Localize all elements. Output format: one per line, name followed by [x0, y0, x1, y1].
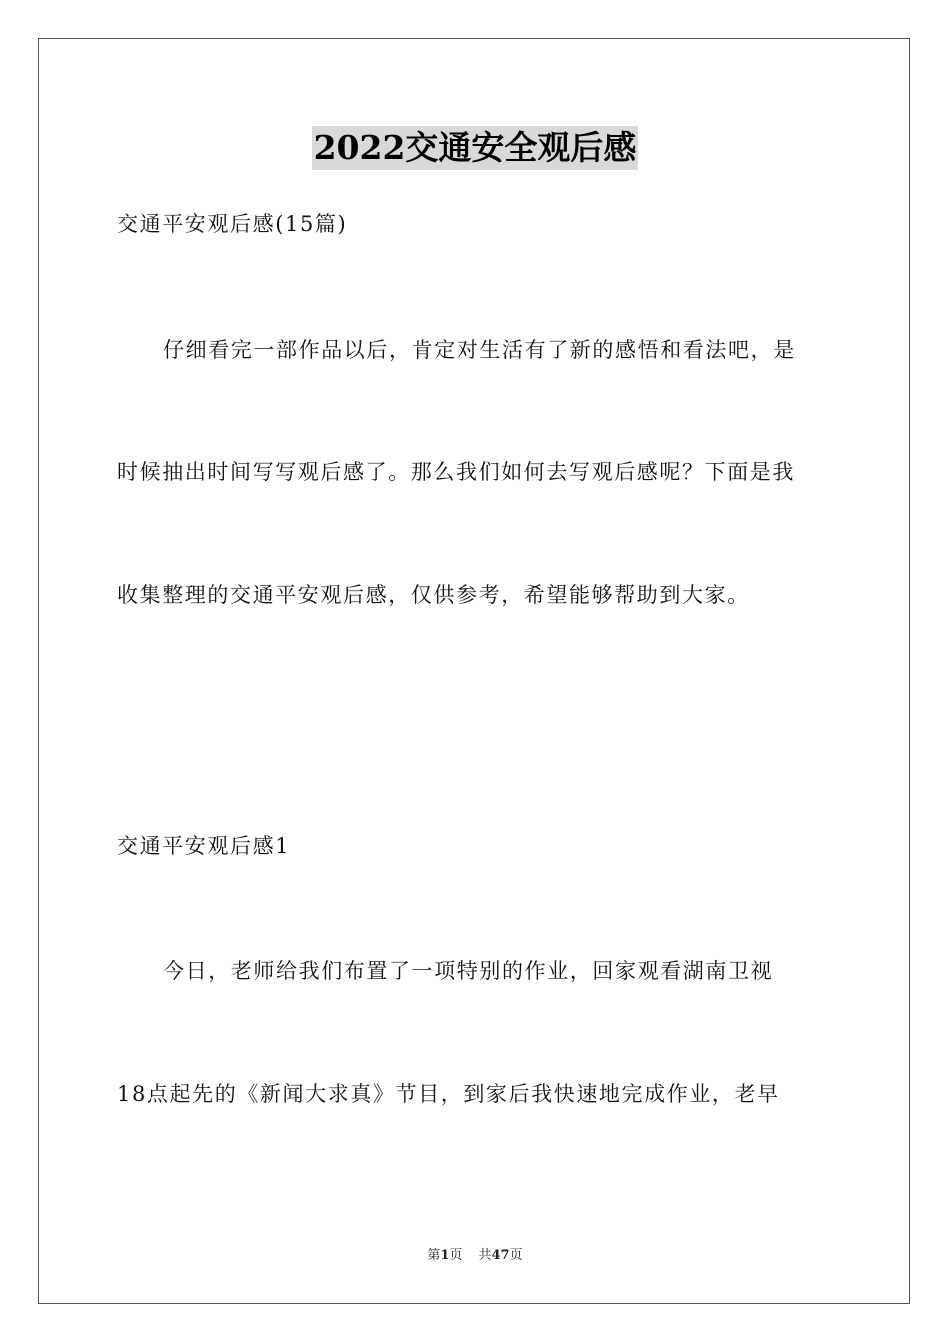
intro-line-2: 时候抽出时间写写观后感了。那么我们如何去写观后感呢？下面是我 [117, 460, 795, 484]
total-pages: 47 [491, 1248, 510, 1263]
total-prefix: 共 [478, 1248, 492, 1263]
section-line-1: 今日，老师给我们布置了一项特别的作业，回家观看湖南卫视 [163, 959, 774, 983]
page-suffix: 页 [449, 1248, 463, 1263]
document-subtitle: 交通平安观后感(15篇) [117, 212, 348, 236]
page-number: 1 [440, 1248, 450, 1263]
intro-line-3: 收集整理的交通平安观后感，仅供参考，希望能够帮助到大家。 [117, 583, 750, 607]
total-suffix: 页 [509, 1248, 523, 1263]
document-title: 2022交通安全观后感 [312, 126, 639, 170]
section-heading: 交通平安观后感1 [117, 834, 291, 858]
intro-line-1: 仔细看完一部作品以后，肯定对生活有了新的感悟和看法吧，是 [163, 338, 796, 362]
title-container [0, 126, 950, 170]
page-prefix: 第 [427, 1248, 441, 1263]
section-line-2: 18点起先的《新闻大求真》节目，到家后我快速地完成作业，老早 [117, 1082, 780, 1106]
page-footer [0, 1247, 950, 1265]
